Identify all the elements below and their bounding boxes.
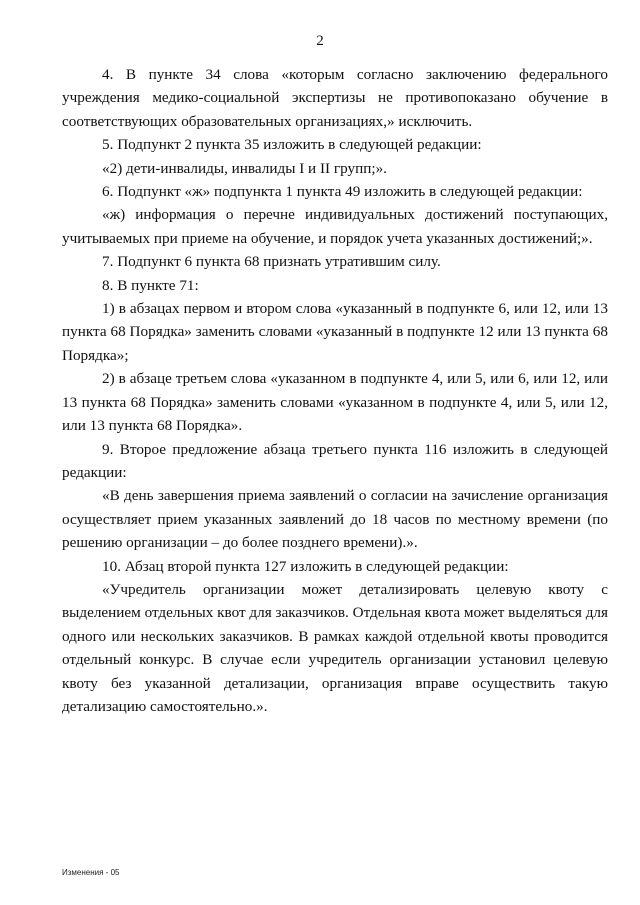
paragraph-item-7: 7. Подпункт 6 пункта 68 признать утратившим силу. [102,253,441,271]
paragraph-item-6-text: «ж) информация о перечне индивидуальных достижений поступающих, учитываемых при приеме на обучение, и порядок учета указанных достижений;». [62,206,608,247]
paragraph-item-5-text: «2) дети-инвалиды, инвалиды I и II групп;». [102,159,387,177]
footer-label: Изменения - 05 [62,868,120,877]
paragraph-item-9-text: «В день завершения приема заявлений о согласии на зачисление организация осуществляет прием указанных заявлений до 18 часов по местному времени (по решению организации – до более позднего времени).». [62,487,608,552]
page-number: 2 [316,33,324,49]
paragraph-item-8-sub-2: 2) в абзаце третьем слова «указанном в подпункте 4, или 5, или 6, или 12, или 13 пункта 68 Порядка» заменить словами «указанном в подпункте 4, или 5, или 12, или 13 пункта 68 Порядка». [62,370,608,435]
document-body [62,63,608,718]
paragraph-item-4: 4. В пункте 34 слова «которым согласно заключению федерального учреждения медико-социальной экспертизы не противопоказано обучение в соответствующих образовательных организациях,» исключить. [62,66,608,130]
paragraph-item-5: 5. Подпункт 2 пункта 35 изложить в следующей редакции: [102,136,482,154]
paragraph-item-9: 9. Второе предложение абзаца третьего пункта 116 изложить в следующей редакции: [62,440,608,481]
paragraph-item-8-sub-1: 1) в абзацах первом и втором слова «указанный в подпункте 6, или 12, или 13 пункта 68 Порядка» заменить словами «указанный в подпункте 12 или 13 пункта 68 Порядка»; [62,300,608,364]
paragraph-item-8: 8. В пункте 71: [102,276,199,294]
paragraph-item-6: 6. Подпункт «ж» подпункта 1 пункта 49 изложить в следующей редакции: [102,183,583,201]
paragraph-item-10: 10. Абзац второй пункта 127 изложить в следующей редакции: [102,557,509,575]
paragraph-item-10-text: «Учредитель организации может детализировать целевую квоту с выделением отдельных квот для заказчиков. Отдельная квота может выделяться для одного или нескольких заказчиков. В рамках каждой отдельной квоты проводится отдельный конкурс. В случае если учредитель организации установил целевую квоту без указанной детализации, организация вправе осуществить такую детализацию самостоятельно.». [62,580,608,715]
